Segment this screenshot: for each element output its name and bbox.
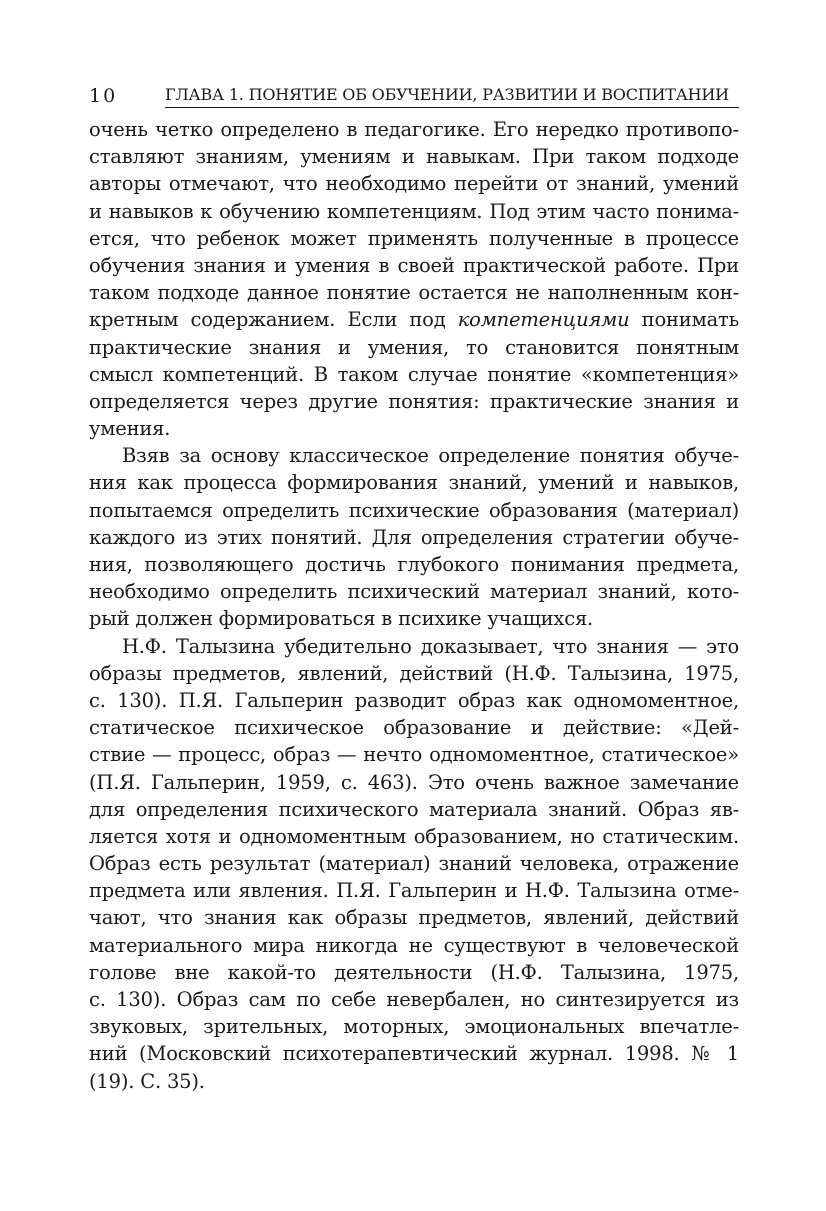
paragraph-2 <box>89 442 739 632</box>
text-segment: понимать <box>629 308 739 332</box>
text-line: голове вне какой-то деятельности (Н.Ф. Талызина, 1975, <box>89 960 739 984</box>
book-page <box>89 84 739 1095</box>
text-line: ний (Московский психотерапевтический журнал. 1998. № 1 <box>89 1042 739 1066</box>
text-line: звуковых, зрительных, моторных, эмоциональных впечатле- <box>89 1015 739 1039</box>
page-number: 10 <box>89 85 118 107</box>
text-line: ляется хотя и одномоментным образованием, но статическим. <box>89 824 739 848</box>
text-line: практические знания и умения, то становится понятным <box>89 335 739 359</box>
text-line: ствие — процесс, образ — нечто одномоментное, статическое» <box>89 743 739 767</box>
text-line: чают, что знания как образы предметов, явлений, действий <box>89 906 739 930</box>
text-line: ния, позволяющего достичь глубокого понимания предмета, <box>89 553 739 576</box>
text-line-with-emphasis <box>89 306 739 333</box>
text-line: Взяв за основу классическое определение понятия обуче- <box>122 444 739 468</box>
text-line: умения. <box>89 417 171 441</box>
text-line: ется, что ребенок может применять полученные в процессе <box>89 226 739 250</box>
text-line: Н.Ф. Талызина убедительно доказывает, что знания — это <box>122 634 739 658</box>
text-line: определяется через другие понятия: практические знания и <box>89 389 739 413</box>
text-line: (П.Я. Гальперин, 1959, с. 463). Это очень важное замечание <box>89 770 739 794</box>
text-line: ставляют знаниям, умениям и навыкам. При таком подходе <box>89 145 739 169</box>
text-line: для определения психического материала знаний. Образ яв- <box>89 797 739 821</box>
text-line: обучения знания и умения в своей практической работе. При <box>89 253 739 277</box>
text-line: Образ есть результат (материал) знаний человека, отражение <box>89 852 739 876</box>
text-line: попытаемся определить психические образования (материал) <box>89 498 739 522</box>
chapter-title: ГЛАВА 1. ПОНЯТИЕ ОБ ОБУЧЕНИИ, РАЗВИТИИ И ВОСПИТАНИИ <box>165 84 739 108</box>
text-line: необходимо определить психический материал знаний, кото- <box>89 580 739 604</box>
text-line: с. 130). Образ сам по себе невербален, но синтезируется из <box>89 988 739 1011</box>
text-segment: кретным содержанием. Если под <box>89 308 458 332</box>
text-line: с. 130). П.Я. Гальперин разводит образ как одномоментное, <box>89 688 739 712</box>
emphasized-term: компетенциями <box>457 308 630 332</box>
paragraph-3 <box>89 633 739 1095</box>
text-line: смысл компетенций. В таком случае понятие «компетенция» <box>89 362 739 386</box>
text-line: очень четко определено в педагогике. Его нередко противопо- <box>89 118 739 141</box>
text-line: таком подходе данное понятие остается не наполненным кон- <box>89 281 739 305</box>
text-line: ния как процесса формирования знаний, умений и навыков, <box>89 471 739 495</box>
text-line: образы предметов, явлений, действий (Н.Ф. Талызина, 1975, <box>89 661 739 685</box>
text-line: и навыков к обучению компетенциям. Под этим часто понима- <box>89 199 739 223</box>
body-text <box>89 116 739 1095</box>
running-head <box>89 84 739 108</box>
text-line: (19). С. 35). <box>89 1069 205 1093</box>
text-line: каждого из этих понятий. Для определения стратегии обуче- <box>89 525 739 549</box>
text-line: предмета или явления. П.Я. Гальперин и Н.Ф. Талызина отме- <box>89 879 739 903</box>
text-line: статическое психическое образование и действие: «Дей- <box>89 716 739 740</box>
paragraph-1 <box>89 116 739 442</box>
text-line: рый должен формироваться в психике учащихся. <box>89 607 594 631</box>
text-line: авторы отмечают, что необходимо перейти от знаний, умений <box>89 172 739 196</box>
text-line: материального мира никогда не существуют в человеческой <box>89 933 739 957</box>
